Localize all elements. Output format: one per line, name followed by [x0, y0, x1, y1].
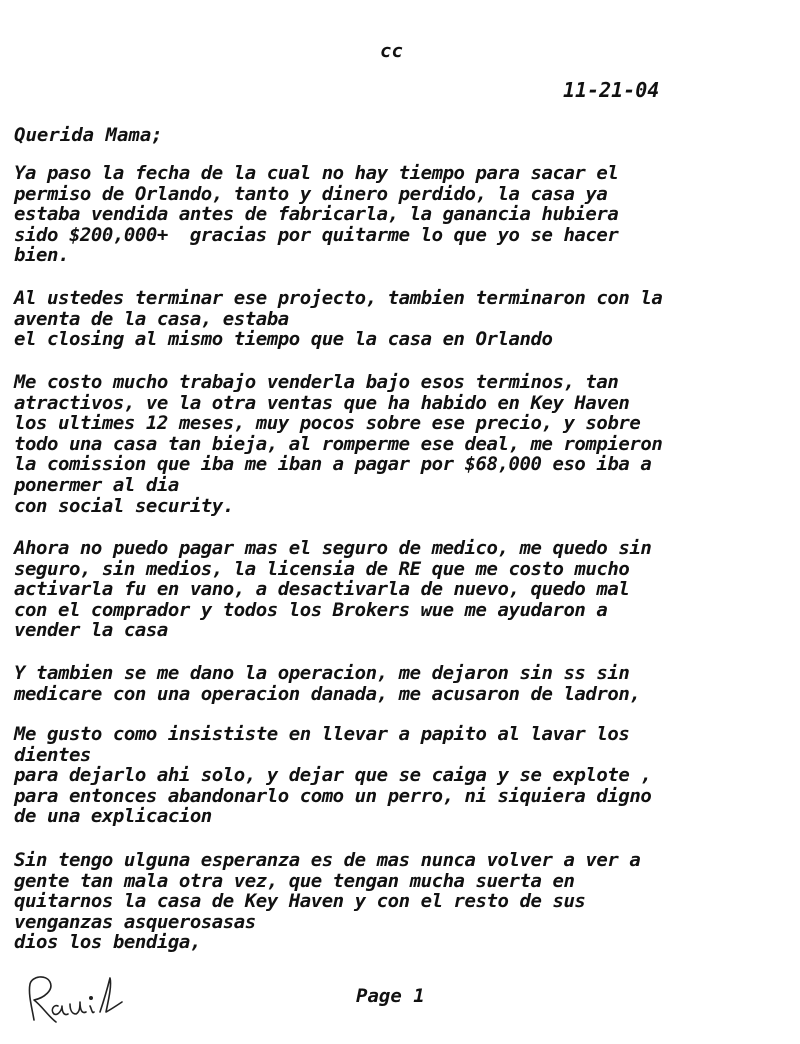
paragraph-sale — [14, 372, 790, 516]
text-line: Sin tengo ulguna esperanza es de mas nunca volver a ver a — [14, 849, 641, 871]
text-line: seguro, sin medios, la licensia de RE que me costo mucho — [14, 557, 630, 580]
text-line: Al ustedes terminar ese projecto, tambien terminaron con la — [14, 287, 663, 309]
text-line: permiso de Orlando, tanto y dinero perdido, la casa ya — [14, 182, 608, 205]
paragraph-papito — [14, 724, 790, 827]
text-line: ponermer al dia — [14, 473, 179, 496]
text-line: Me gusto como insististe en llevar a papito al lavar los — [14, 723, 630, 745]
text-line: Y tambien se me dano la operacion, me dejaron sin ss sin — [14, 662, 630, 684]
text-line: estaba vendida antes de fabricarla, la ganancia hubiera — [14, 203, 619, 226]
text-line: dios los bendiga, — [14, 931, 201, 954]
text-line: aventa de la casa, estaba — [14, 307, 289, 330]
text-line: gente tan mala otra vez, que tengan mucha suerta en — [14, 869, 575, 892]
letter-date: 11-21-04 — [563, 78, 660, 102]
text-line: venganzas asquerosasas — [14, 910, 256, 933]
text-line: la comission que iba me iban a pagar por $68,000 eso iba a — [14, 453, 652, 476]
paragraph-insurance — [14, 538, 790, 641]
paragraph-project — [14, 288, 790, 350]
text-line: Ahora no puedo pagar mas el seguro de medico, me quedo sin — [14, 537, 652, 559]
text-line: Ya paso la fecha de la cual no hay tiempo para sacar el — [14, 162, 619, 184]
cc-header: cc — [380, 40, 403, 62]
paragraph-permit — [14, 163, 790, 266]
text-line: con social security. — [14, 494, 234, 517]
paragraph-closing — [14, 850, 790, 953]
text-line: sido $200,000+ gracias por quitarme lo que yo se hacer — [14, 223, 619, 246]
text-line: atractivos, ve la otra ventas que ha habido en Key Haven — [14, 391, 630, 414]
text-line: con el comprador y todos los Brokers wue me ayudaron a — [14, 598, 608, 621]
text-line: vender la casa — [14, 619, 168, 642]
page-number: Page 1 — [356, 985, 425, 1007]
text-line: dientes — [14, 743, 91, 766]
greeting: Querida Mama; — [14, 124, 163, 146]
text-line: todo una casa tan bieja, al romperme ese deal, me rompieron — [14, 432, 663, 455]
text-line: activarla fu en vano, a desactivarla de nuevo, quedo mal — [14, 578, 630, 601]
text-line: los ultimes 12 meses, muy pocos sobre ese precio, y sobre — [14, 412, 641, 435]
text-line: medicare con una operacion danada, me acusaron de ladron, — [14, 682, 641, 705]
text-line: quitarnos la casa de Key Haven y con el resto de sus — [14, 890, 586, 913]
text-line: de una explicacion — [14, 805, 212, 828]
text-line: Me costo mucho trabajo venderla bajo esos terminos, tan — [14, 371, 619, 393]
text-line: el closing al mismo tiempo que la casa en Orlando — [14, 328, 553, 351]
paragraph-operation — [14, 663, 790, 704]
handwritten-signature — [12, 966, 132, 1030]
text-line: para dejarlo ahi solo, y dejar que se caiga y se explote , — [14, 764, 652, 787]
text-line: bien. — [14, 244, 69, 267]
text-line: para entonces abandonarlo como un perro, ni siquiera digno — [14, 784, 652, 807]
